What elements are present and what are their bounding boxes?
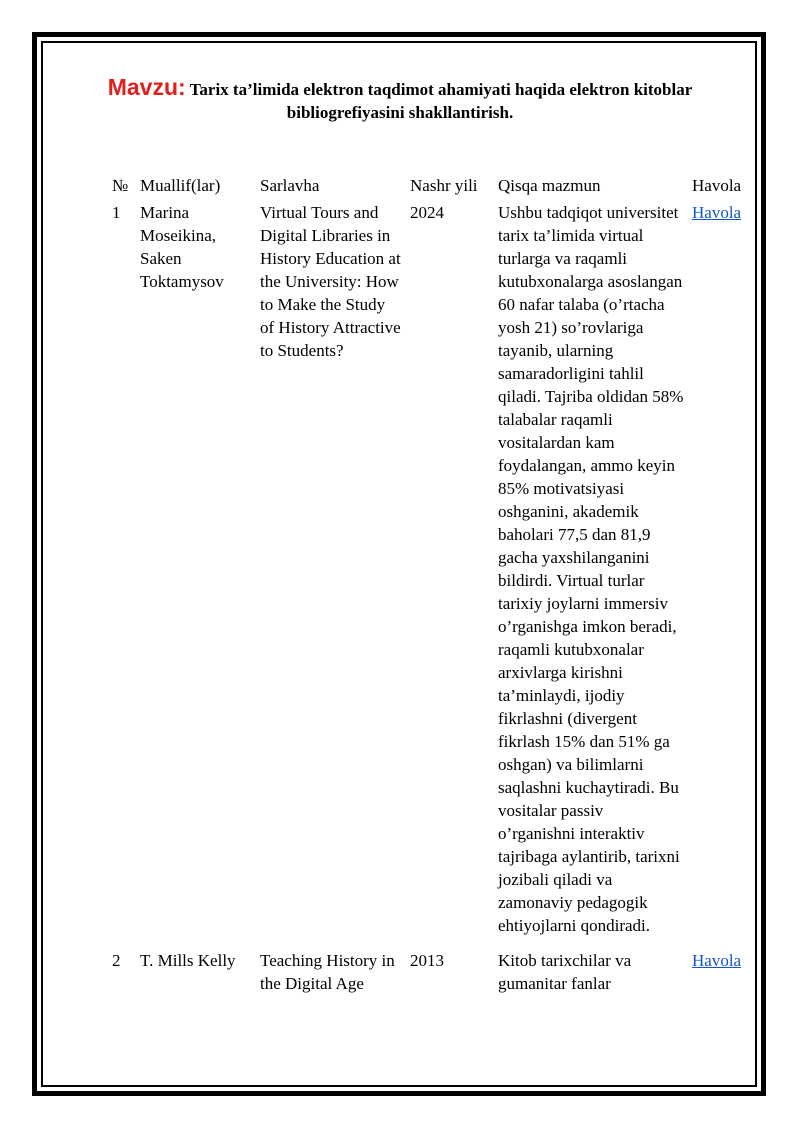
row-summary: Kitob tarixchilar va gumanitar fanlar	[498, 951, 632, 993]
table-row	[108, 201, 754, 937]
row-year: 2024	[410, 203, 444, 222]
table-row	[108, 937, 754, 995]
row-title: Teaching History in the Digital Age	[260, 951, 395, 993]
topic-label: Mavzu:	[107, 74, 186, 100]
column-header-title: Sarlavha	[260, 176, 320, 195]
row-number: 1	[112, 203, 121, 222]
row-summary: Ushbu tadqiqot universitet tarix ta’limida virtual turlarga va raqamli kutubxonalarga asoslangan 60 nafar talaba (o’rtacha yosh 21) so’rovlariga tayanib, ularning samaradorligini tahlil qiladi. Tajriba oldidan 58% talabalar raqamli vositalardan kam foydalangan, ammo keyin 85% motivatsiyasi oshganini, akademik baholari 77,5 dan 81,9 gacha yaxshilanganini bildirdi. Virtual turlar tarixiy joylarni immersiv o’rganishga imkon beradi, raqamli kutubxonalar arxivlarga kirishni ta’minlaydi, ijodiy fikrlashni (divergent fikrlash 15% dan 51% ga oshgan) va bilimlarni saqlashni kuchaytiradi. Bu vositalar passiv o’rganishni interaktiv tajribaga aylantirib, tarixni jozibali qiladi va zamonaviy pedagogik ehtiyojlarni qondiradi.	[498, 203, 684, 935]
row-title: Virtual Tours and Digital Libraries in History Education at the University: How to Make the Study of History Attractive to Students?	[260, 203, 401, 360]
row-link-cell	[688, 937, 754, 995]
row-authors: Marina Moseikina, Saken Toktamysov	[140, 203, 224, 291]
table-header-row	[108, 172, 754, 201]
column-header-summary: Qisqa mazmun	[498, 176, 601, 195]
column-header-year: Nashr yili	[410, 176, 478, 195]
page-title	[60, 76, 740, 124]
column-header-authors: Muallif(lar)	[140, 176, 221, 195]
column-header-link: Havola	[692, 176, 742, 195]
row-link-cell	[688, 201, 754, 937]
column-header-number: №	[112, 176, 129, 195]
row-authors: T. Mills Kelly	[140, 951, 236, 970]
row-link[interactable]: Havola	[692, 203, 742, 222]
row-year: 2013	[410, 951, 444, 970]
topic-text: Tarix ta’limida elektron taqdimot ahamiyati haqida elektron kitoblar bibliogrefiyasini shakllantirish.	[189, 80, 693, 122]
bibliography-table	[108, 172, 754, 995]
row-number: 2	[112, 951, 121, 970]
row-link[interactable]: Havola	[692, 951, 742, 970]
